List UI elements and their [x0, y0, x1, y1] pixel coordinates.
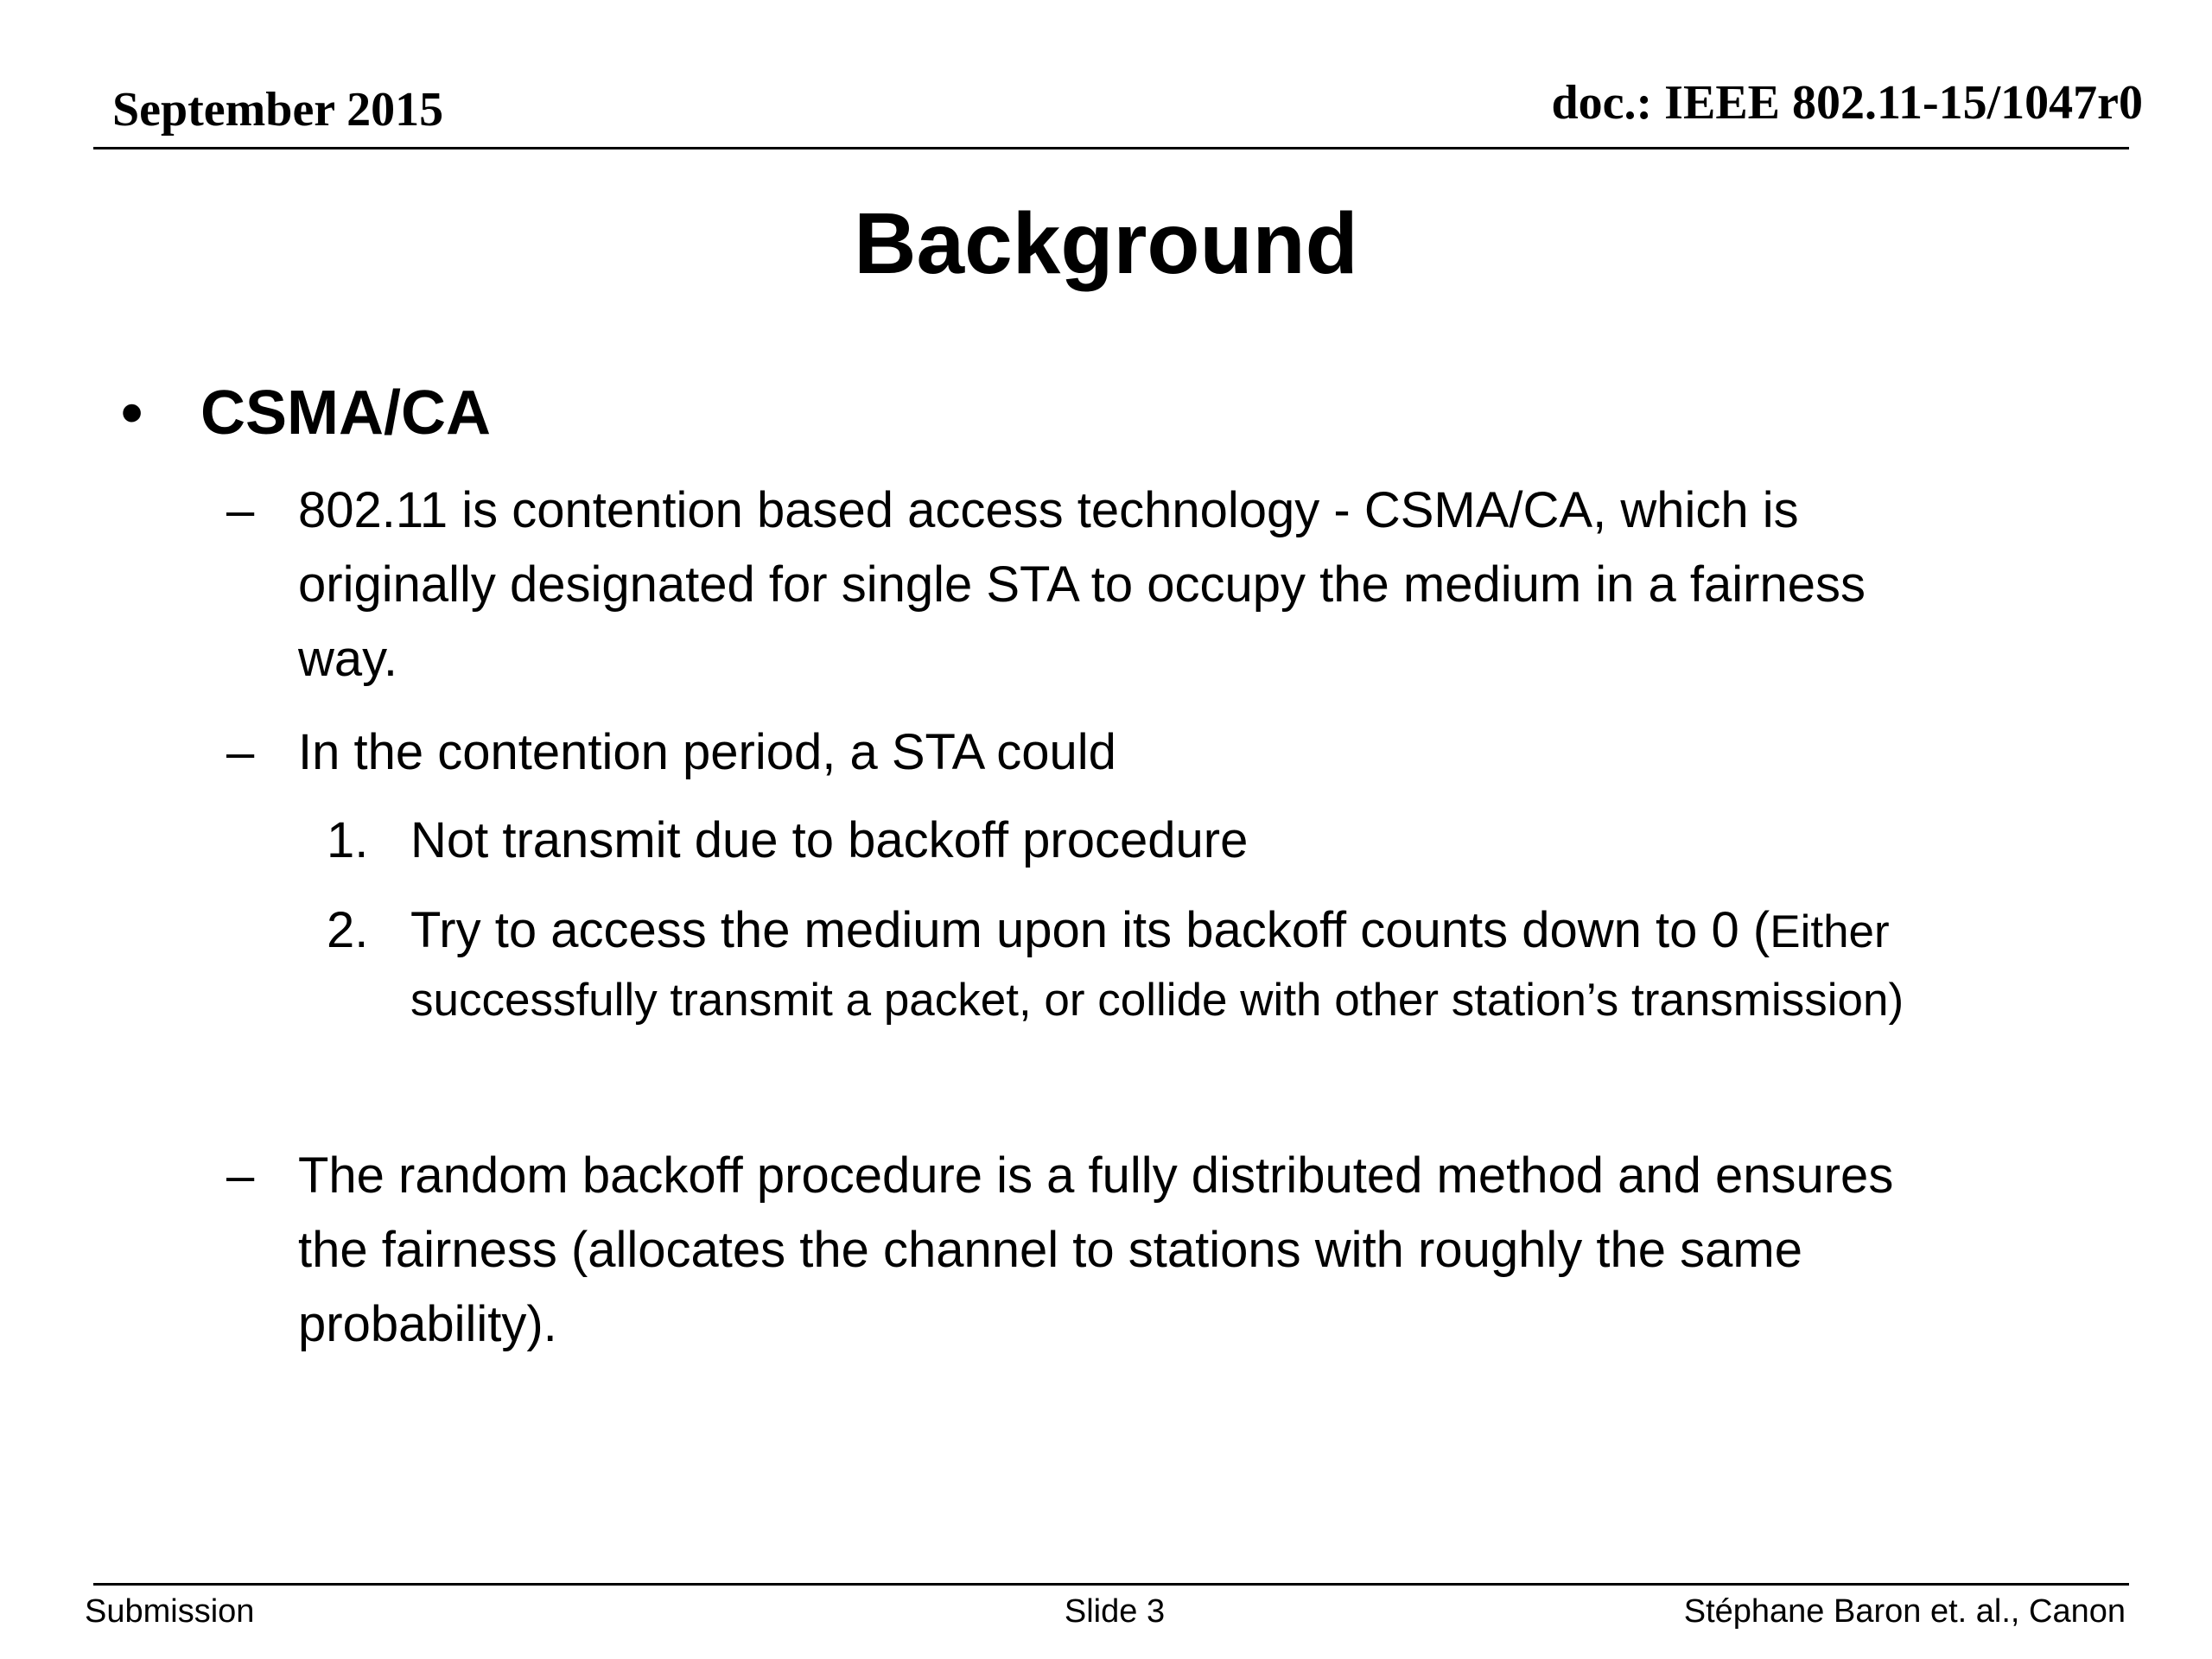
sub-item-1-line-1: 802.11 is contention based access technology - CSMA/CA, which is [298, 482, 1799, 538]
bullet-text-csma-ca: CSMA/CA [200, 378, 491, 448]
footer-submission: Submission [85, 1593, 255, 1630]
sub-item-1-line-2: originally designated for single STA to occupy the medium in a fairness [298, 556, 1866, 613]
sub-item-contention-access [298, 474, 2130, 696]
footer-authors: Stéphane Baron et. al., Canon [1683, 1593, 2126, 1630]
bullet-marker: • [121, 378, 143, 448]
header-doc-id: doc.: IEEE 802.11-15/1047r0 [1551, 76, 2143, 130]
dash-marker-1: – [226, 482, 255, 538]
numbered-item-1-text: Not transmit due to backoff procedure [410, 812, 1249, 868]
slide-title: Background [854, 195, 1358, 292]
numbered-item-2-small: Either [1770, 906, 1890, 957]
dash-marker-2: – [226, 724, 255, 780]
footer-slide-number: Slide 3 [1064, 1593, 1166, 1630]
sub-item-1-line-3: way. [298, 631, 397, 687]
sub-item-contention-period [298, 715, 2130, 790]
numbered-item-2-text [410, 893, 1890, 969]
footer-divider [93, 1583, 2129, 1586]
sub-item-3-line-3: probability). [298, 1296, 557, 1352]
numbered-item-2-main: Try to access the medium upon its backoff counts down to 0 ( [410, 902, 1770, 958]
sub-item-2-line-1: In the contention period, a STA could [298, 724, 1116, 780]
sub-item-random-backoff [298, 1139, 2130, 1362]
sub-item-3-line-1: The random backoff procedure is a fully distributed method and ensures [298, 1147, 1894, 1204]
numbered-marker-2: 2. [327, 902, 369, 958]
dash-marker-3: – [226, 1147, 255, 1204]
numbered-marker-1: 1. [327, 812, 369, 868]
header-date: September 2015 [112, 83, 444, 137]
numbered-item-2-continuation: successfully transmit a packet, or collide with other station’s transmission) [410, 975, 1904, 1026]
sub-item-3-line-2: the fairness (allocates the channel to stations with roughly the same [298, 1222, 1802, 1278]
